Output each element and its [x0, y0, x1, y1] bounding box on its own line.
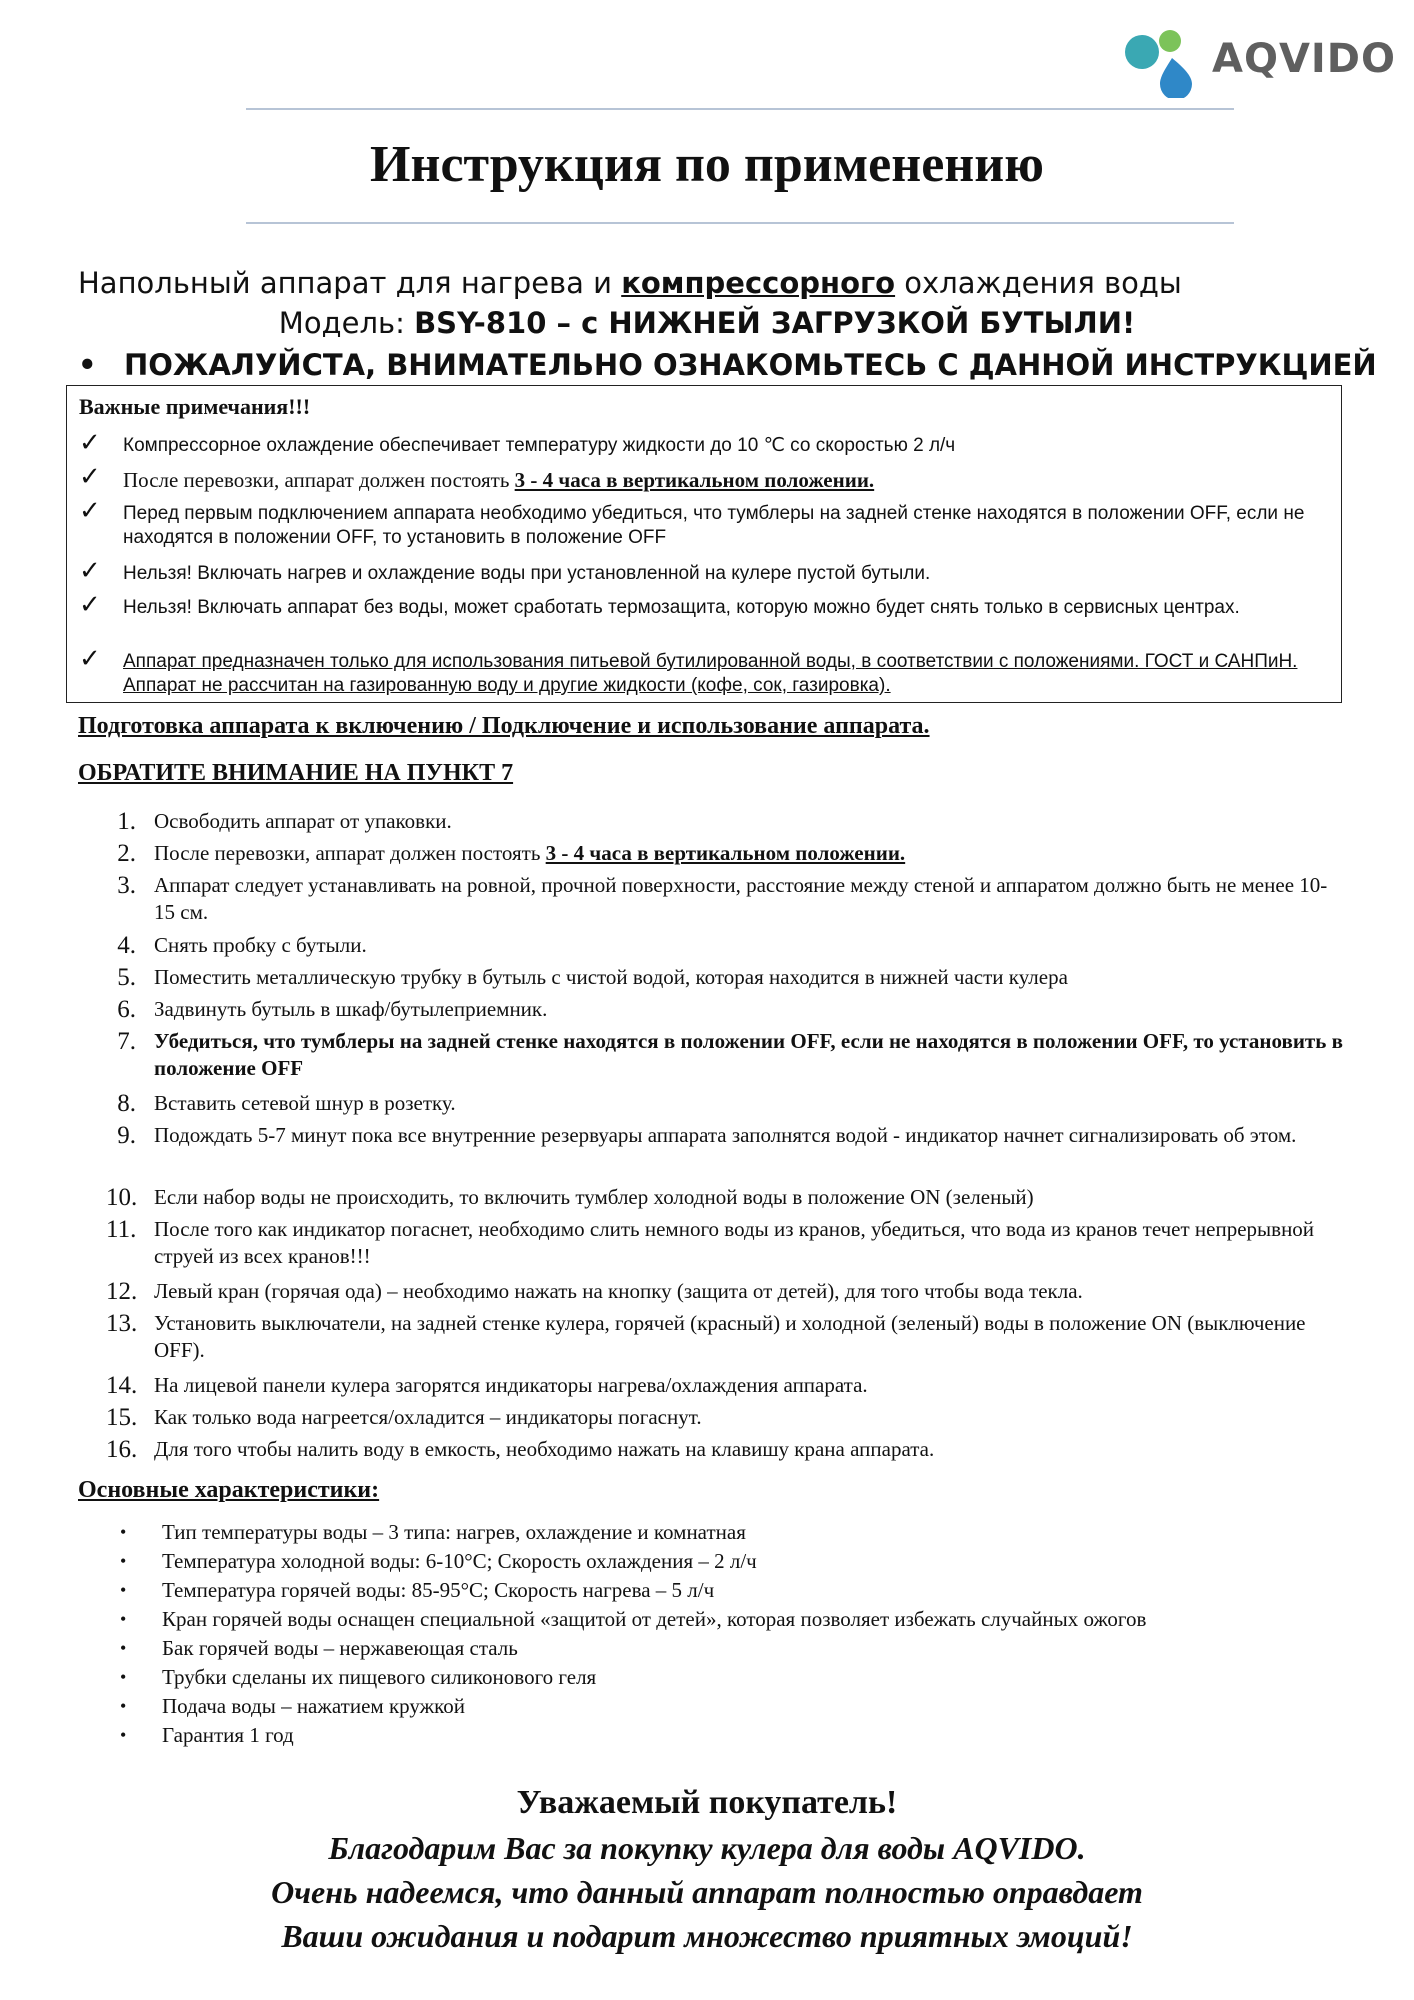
read-instructions-warning: • ПОЖАЛУЙСТА, ВНИМАТЕЛЬНО ОЗНАКОМЬТЕСЬ С ДАННОЙ ИНСТРУКЦИЕЙ	[78, 348, 1377, 382]
top-divider	[246, 108, 1234, 110]
model-line: Модель: BSY-810 – с НИЖНЕЙ ЗАГРУЗКОЙ БУТЫЛИ!	[278, 306, 1136, 340]
thanks-line: Очень надеемся, что данный аппарат полностью оправдает	[271, 1874, 1143, 1910]
checkmark-icon: ✓	[79, 590, 101, 620]
bullet-icon: •	[120, 1551, 127, 1571]
aqvido-logo-icon	[1122, 28, 1206, 98]
logo-text: AQVIDO	[1212, 36, 1397, 82]
thanks-greeting: Уважаемый покупатель!	[516, 1784, 898, 1821]
thanks-line: Ваши ожидания и подарит множество приятных эмоций!	[281, 1918, 1133, 1954]
bullet-icon: •	[120, 1609, 127, 1629]
attention-heading: ОБРАТИТЕ ВНИМАНИЕ НА ПУНКТ 7	[78, 760, 514, 786]
bullet-icon: •	[120, 1667, 127, 1687]
checkmark-icon: ✓	[79, 428, 101, 458]
notes-title: Важные примечания!!!	[79, 394, 311, 419]
thanks-line: Благодарим Вас за покупку кулера для воды AQVIDO.	[328, 1830, 1086, 1866]
title-divider	[246, 222, 1234, 224]
bullet-icon: •	[120, 1696, 127, 1716]
checkmark-icon: ✓	[79, 496, 101, 526]
product-description: Напольный аппарат для нагрева и компрессорного охлаждения воды	[78, 266, 1182, 300]
bullet-icon: •	[120, 1580, 127, 1600]
important-notes-box: Важные примечания!!! ✓ Компрессорное охлаждение обеспечивает температуру жидкости до 10 ℃ со скоростью 2 л/ч ✓ После перевозки, аппарат должен постоять 3 - 4 часа в вертикальном положении. ✓ Перед первым подключением аппарата необходимо убедиться, что тумблеры на задней стенке находятся в положении OFF, если не находятся в положении OFF, то установить в положение OFF ✓ Нельзя! Включать нагрев и охлаждение воды при установленной на кулере пустой бутыли. ✓ Нельзя! Включать аппарат без воды, может сработать термозащита, которую можно будет снять только в сервисных центрах. ✓ Аппарат предназначен только для использования питьевой бутилированной воды, в соответствии с положениями. ГОСТ и САНПиН. Аппарат не рассчитан на газированную воду и другие жидкости (кофе, сок, газировка).	[66, 385, 1342, 703]
checkmark-icon: ✓	[79, 462, 101, 492]
bullet-icon: •	[120, 1725, 127, 1745]
bullet-icon: •	[120, 1522, 127, 1542]
checkmark-icon: ✓	[79, 644, 101, 674]
checkmark-icon: ✓	[79, 556, 101, 586]
page-title: Инструкция по применению	[370, 136, 1044, 193]
aqvido-logo	[1122, 28, 1397, 98]
preparation-heading: Подготовка аппарата к включению / Подключение и использование аппарата.	[78, 713, 930, 739]
bullet-icon: •	[120, 1638, 127, 1658]
specs-heading: Основные характеристики:	[78, 1477, 380, 1503]
